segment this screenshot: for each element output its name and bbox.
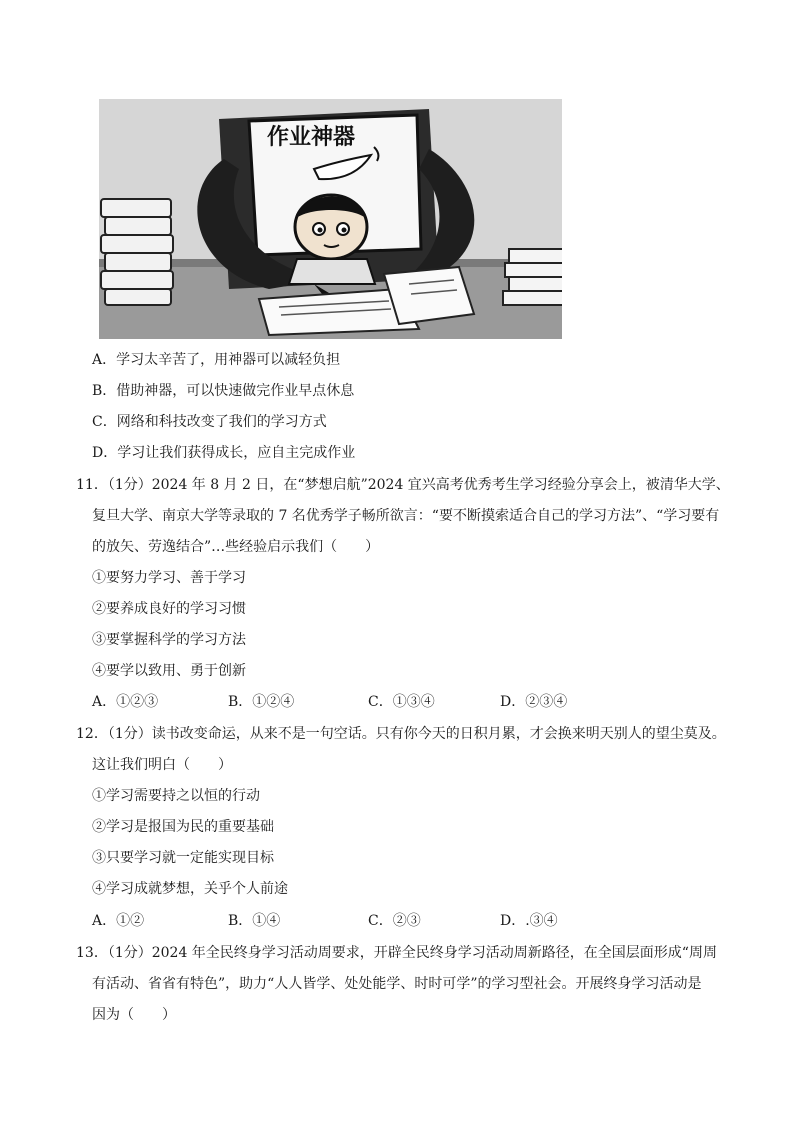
q12-statement-4: ④学习成就梦想，关乎个人前途 [92, 881, 288, 897]
q12-choice-c: C．②③ [368, 913, 421, 929]
q13-stem-line-1: 13．（1分）2024 年全民终身学习活动周要求，开辟全民终身学习活动周新路径，在全国层面形成“周周 [76, 945, 717, 961]
q11-statement-3: ③要掌握科学的学习方法 [92, 632, 246, 648]
q10-option-d: D．学习让我们获得成长，应自主完成作业 [92, 445, 356, 461]
q10-option-c: C．网络和科技改变了我们的学习方式 [92, 414, 327, 430]
q12-statement-1: ①学习需要持之以恒的行动 [92, 788, 260, 804]
q12-stem-line-1: 12．（1分）读书改变命运，从来不是一句空话。只有你今天的日积月累，才会换来明天别人的望尘莫及。 [76, 726, 726, 742]
q11-choice-d: D．②③④ [500, 694, 568, 710]
q12-statement-2: ②学习是报国为民的重要基础 [92, 819, 274, 835]
q12-statement-3: ③只要学习就一定能实现目标 [92, 850, 274, 866]
q12-choice-d: D．.③④ [500, 913, 558, 929]
q12-choice-b: B．①④ [228, 913, 281, 929]
q11-choice-a: A．①②③ [92, 694, 159, 710]
q12-choice-a: A．①② [92, 913, 145, 929]
q11-statement-4: ④要学以致用、勇于创新 [92, 663, 246, 679]
q11-stem-line-3: 的放矢、劳逸结合”…些经验启示我们（ ） [92, 539, 380, 555]
q13-stem-line-2: 有活动、省省有特色”，助力“人人皆学、处处能学、时时可学”的学习型社会。开展终身学习活动是 [92, 976, 702, 992]
q10-option-b: B．借助神器，可以快速做完作业早点休息 [92, 383, 355, 399]
homework-cartoon-illustration [99, 99, 562, 339]
q12-stem-line-2: 这让我们明白（ ） [92, 757, 232, 773]
q13-stem-line-3: 因为（ ） [92, 1007, 176, 1023]
q11-statement-2: ②要养成良好的学习习惯 [92, 601, 246, 617]
q11-statement-1: ①要努力学习、善于学习 [92, 570, 246, 586]
q10-option-a: A．学习太辛苦了，用神器可以减轻负担 [92, 352, 341, 368]
q11-choice-c: C．①③④ [368, 694, 435, 710]
cartoon-homework-machine-icon [99, 99, 562, 339]
q11-stem-line-2: 复旦大学、南京大学等录取的 7 名优秀学子畅所欲言：“要不断摸索适合自己的学习方法”、“学习要有 [92, 508, 720, 524]
q11-stem-line-1: 11．（1分）2024 年 8 月 2 日，在“梦想启航”2024 宜兴高考优秀考生学习经验分享会上，被清华大学、 [76, 477, 730, 493]
illustration-caption: 作业神器 [267, 125, 356, 150]
q11-choice-b: B．①②④ [228, 694, 295, 710]
